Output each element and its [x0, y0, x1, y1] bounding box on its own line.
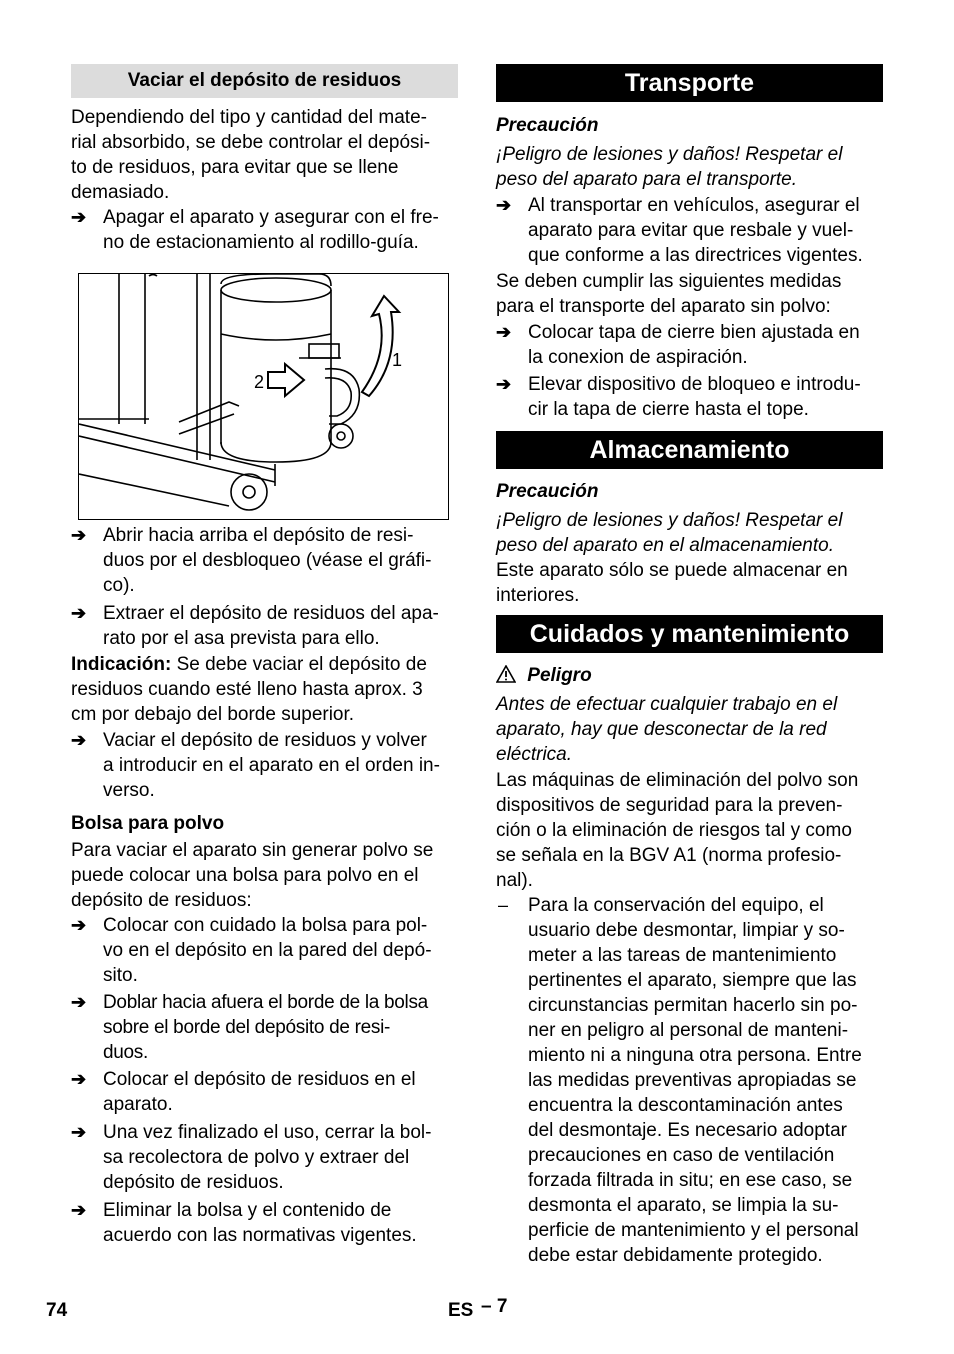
list-item: [71, 205, 461, 255]
text-line: Las máquinas de eliminación del polvo son: [496, 770, 859, 791]
text-line: Elevar dispositivo de bloqueo e introdu-: [528, 374, 861, 395]
bag-intro: [71, 838, 433, 913]
vacuum-illustration: [78, 273, 449, 520]
right-arrow-icon: ➔: [71, 207, 87, 227]
list-item: [496, 320, 886, 370]
text-line: rial absorbido, se debe controlar el depósi-: [71, 132, 431, 153]
text-line: sito.: [103, 965, 138, 986]
text-line: interiores.: [496, 585, 580, 606]
text-line: Colocar con cuidado la bolsa para pol-: [103, 915, 428, 936]
text-line: residuos cuando esté lleno hasta aprox. 3: [71, 679, 423, 700]
right-arrow-icon: ➔: [496, 195, 512, 215]
note-paragraph: [71, 652, 461, 727]
text-line: miento ni a ninguna otra persona. Entre: [528, 1045, 862, 1066]
text-line: sa recolectora de polvo y extraer del: [103, 1147, 410, 1168]
list-item: [71, 913, 461, 988]
text-line: Para vaciar el aparato sin generar polvo se: [71, 840, 434, 861]
footer-lang: ES: [448, 1300, 474, 1321]
list-item: [496, 372, 886, 422]
dash-marker: –: [498, 895, 509, 915]
text-line: eléctrica.: [496, 744, 573, 765]
text-line: Se deben cumplir las siguientes medidas: [496, 271, 842, 292]
text-line: Antes de efectuar cualquier trabajo en el: [496, 694, 838, 715]
text-line: precauciones en caso de ventilación: [528, 1145, 835, 1166]
text-line: Doblar hacia afuera el borde de la bolsa: [103, 992, 428, 1013]
text-line: Colocar el depósito de residuos en el: [103, 1069, 416, 1090]
text-line: se señala en la BGV A1 (norma profesio-: [496, 845, 842, 866]
text-line: del desmontaje. Es necesario adoptar: [528, 1120, 847, 1141]
text-line: desmonta el aparato, se limpia la su-: [528, 1195, 839, 1216]
caution-text: [496, 508, 842, 558]
right-arrow-icon: ➔: [496, 374, 512, 394]
text-line: Apagar el aparato y asegurar con el fre-: [103, 207, 439, 228]
text-line: la conexion de aspiración.: [528, 347, 748, 368]
page-number: 74: [46, 1300, 68, 1321]
text-line: Una vez finalizado el uso, cerrar la bol-: [103, 1122, 432, 1143]
warning-triangle-icon: [496, 665, 516, 683]
text-line: Se debe vaciar el depósito de: [171, 654, 427, 675]
list-item: [71, 1067, 461, 1117]
dash-list-item: [496, 893, 886, 1268]
text-line: depósito de residuos:: [71, 890, 252, 911]
text-line: ner en peligro al personal de manteni-: [528, 1020, 849, 1041]
right-arrow-icon: ➔: [71, 1069, 87, 1089]
text-line: Abrir hacia arriba el depósito de resi-: [103, 525, 414, 546]
text-line: ción o la eliminación de riesgos tal y como: [496, 820, 852, 841]
storage-text: [496, 558, 848, 608]
text-line: ¡Peligro de lesiones y daños! Respetar el: [496, 144, 843, 165]
text-line: peso del aparato en el almacenamiento.: [496, 535, 835, 556]
list-item: [496, 193, 886, 268]
text-line: vo en el depósito en la pared del depó-: [103, 940, 432, 961]
section-heading-vaciar: Vaciar el depósito de residuos: [71, 64, 458, 98]
section-heading-cuidados: Cuidados y mantenimiento: [496, 615, 883, 653]
text-line: aparato, hay que desconectar de la red: [496, 719, 827, 740]
text-line: rato por el asa prevista para ello.: [103, 628, 380, 649]
text-line: Dependiendo del tipo y cantidad del mate-: [71, 107, 427, 128]
right-arrow-icon: ➔: [71, 915, 87, 935]
right-arrow-icon: ➔: [71, 992, 87, 1012]
list-item: [71, 728, 461, 803]
right-arrow-icon: ➔: [71, 1122, 87, 1142]
caution-text: [496, 142, 842, 192]
right-arrow-icon: ➔: [496, 322, 512, 342]
text-line: puede colocar una bolsa para polvo en el: [71, 865, 419, 886]
text-line: nal).: [496, 870, 533, 891]
intro-paragraph: [71, 105, 430, 205]
text-line: las medidas preventivas apropiadas se: [528, 1070, 857, 1091]
text-line: Extraer el depósito de residuos del apa-: [103, 603, 439, 624]
right-arrow-icon: ➔: [71, 525, 87, 545]
right-arrow-icon: ➔: [71, 730, 87, 750]
danger-label-row: [496, 663, 592, 688]
list-item: [71, 601, 461, 651]
caution-label: Precaución: [496, 115, 599, 136]
section-heading-transporte: Transporte: [496, 64, 883, 102]
bag-heading: Bolsa para polvo: [71, 813, 225, 834]
figure-label-1: 1: [392, 350, 403, 370]
text-line: debe estar debidamente protegido.: [528, 1245, 823, 1266]
text-line: para el transporte del aparato sin polvo:: [496, 296, 831, 317]
list-item: [71, 523, 461, 598]
danger-text: [496, 692, 837, 767]
text-line: meter a las tareas de mantenimiento: [528, 945, 837, 966]
text-line: Vaciar el depósito de residuos y volver: [103, 730, 427, 751]
text-line: perficie de mantenimiento y el personal: [528, 1220, 859, 1241]
text-line: duos.: [103, 1042, 148, 1063]
text-line: aparato.: [103, 1094, 173, 1115]
text-line: co).: [103, 575, 135, 596]
text-line: cir la tapa de cierre hasta el tope.: [528, 399, 809, 420]
text-line: depósito de residuos.: [103, 1172, 284, 1193]
care-text: [496, 768, 858, 893]
danger-label: Peligro: [527, 665, 592, 686]
text-line: peso del aparato para el transporte.: [496, 169, 798, 190]
vacuum-drawing: [79, 274, 449, 520]
text-line: Colocar tapa de cierre bien ajustada en: [528, 322, 860, 343]
text-line: Este aparato sólo se puede almacenar en: [496, 560, 848, 581]
section-heading-almacenamiento: Almacenamiento: [496, 431, 883, 469]
text-line: sobre el borde del depósito de resi-: [103, 1017, 391, 1038]
text-line: circunstancias permitan hacerlo sin po-: [528, 995, 858, 1016]
right-arrow-icon: ➔: [71, 1200, 87, 1220]
figure-label-2: 2: [254, 372, 265, 392]
text-line: ¡Peligro de lesiones y daños! Respetar el: [496, 510, 843, 531]
text-line: cm por debajo del borde superior.: [71, 704, 355, 725]
caution-label: Precaución: [496, 481, 599, 502]
text-line: acuerdo con las normativas vigentes.: [103, 1225, 417, 1246]
text-line: to de residuos, para evitar que se llene: [71, 157, 399, 178]
text-line: demasiado.: [71, 182, 170, 203]
text-line: forzada filtrada in situ; en ese caso, se: [528, 1170, 853, 1191]
text-line: encuentra la descontaminación antes: [528, 1095, 843, 1116]
text-line: aparato para evitar que resbale y vuel-: [528, 220, 854, 241]
text-line: usuario debe desmontar, limpiar y so-: [528, 920, 845, 941]
text-line: Eliminar la bolsa y el contenido de: [103, 1200, 392, 1221]
text-line: que conforme a las directrices vigentes.: [528, 245, 863, 266]
list-item: [71, 1120, 461, 1195]
list-item: [71, 1198, 461, 1248]
list-item: [71, 990, 461, 1065]
transport-intro: [496, 269, 841, 319]
text-line: Al transportar en vehículos, asegurar el: [528, 195, 860, 216]
text-line: dispositivos de seguridad para la preven-: [496, 795, 843, 816]
right-arrow-icon: ➔: [71, 603, 87, 623]
text-line: verso.: [103, 780, 155, 801]
text-line: Para la conservación del equipo, el: [528, 895, 824, 916]
note-label: Indicación:: [71, 654, 172, 675]
text-line: duos por el desbloqueo (véase el gráfi-: [103, 550, 432, 571]
text-line: pertinentes el aparato, siempre que las: [528, 970, 857, 991]
footer-section-page: – 7: [481, 1296, 508, 1317]
text-line: a introducir en el aparato en el orden in-: [103, 755, 440, 776]
text-line: no de estacionamiento al rodillo-guía.: [103, 232, 419, 253]
